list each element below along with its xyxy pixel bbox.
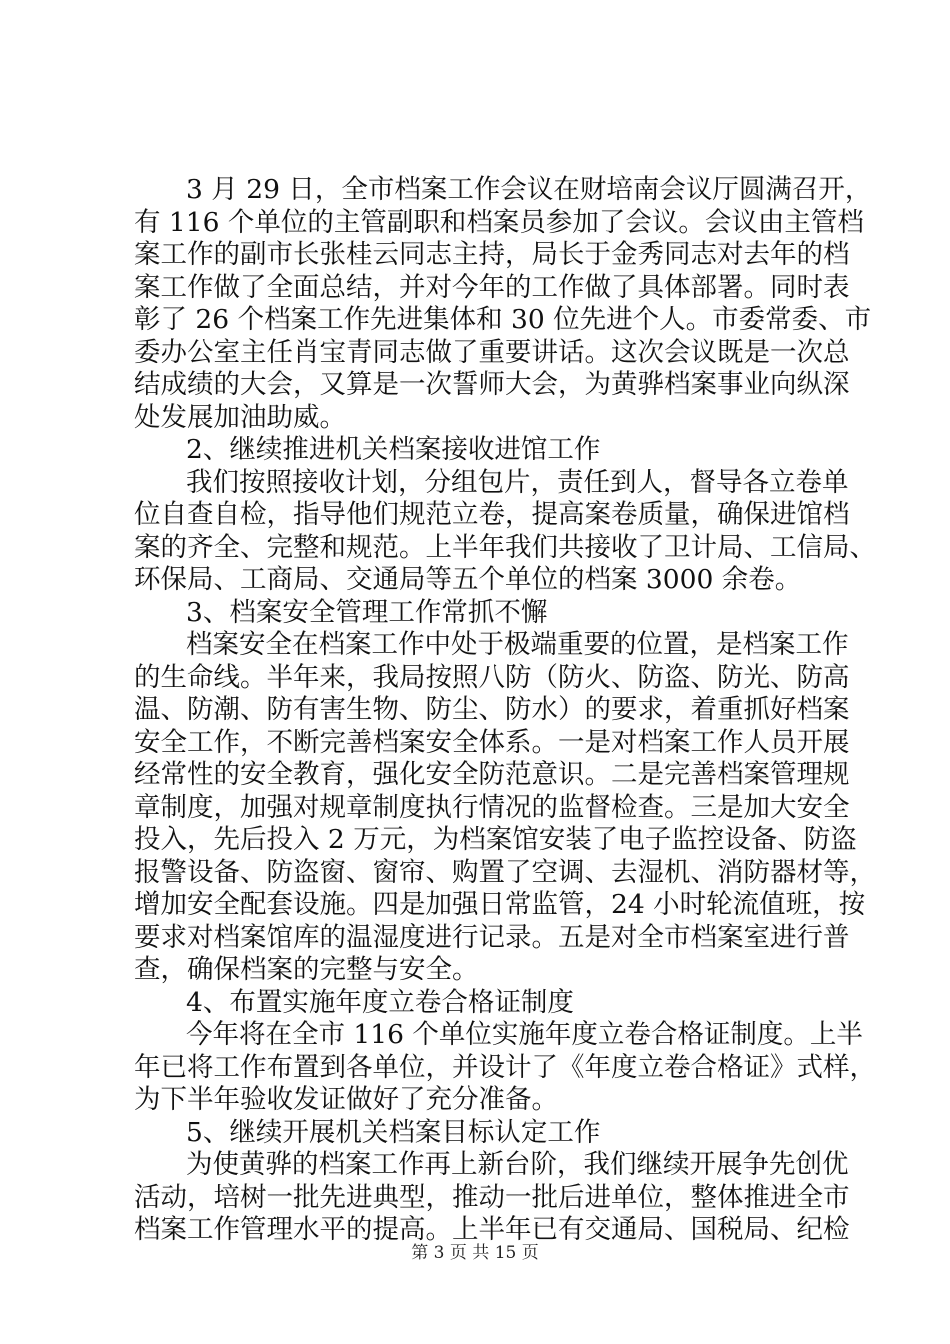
text-line: 档案工作管理水平的提高。上半年已有交通局、国税局、纪检 bbox=[134, 1214, 850, 1245]
text-line: 经常性的安全教育，强化安全防范意识。二是完善档案管理规 bbox=[134, 759, 850, 790]
text-line: 结成绩的大会，又算是一次誓师大会，为黄骅档案事业向纵深 bbox=[134, 369, 850, 400]
text-line: 委办公室主任肖宝青同志做了重要讲话。这次会议既是一次总 bbox=[134, 336, 850, 368]
text-line: 报警设备、防盗窗、窗帘、购置了空调、去湿机、消防器材等， bbox=[134, 856, 876, 888]
text-line: 安全工作，不断完善档案安全体系。一是对档案工作人员开展 bbox=[134, 726, 850, 758]
text-line: 3 月 29 日，全市档案工作会议在财培南会议厅圆满召开， bbox=[186, 174, 872, 205]
text-line: 为使黄骅的档案工作再上新台阶，我们继续开展争先创优 bbox=[186, 1149, 849, 1180]
text-line: 处发展加油助威。 bbox=[134, 401, 346, 433]
text-line: 今年将在全市 116 个单位实施年度立卷合格证制度。上半 bbox=[186, 1019, 863, 1050]
text-line: 案工作做了全面总结，并对今年的工作做了具体部署。同时表 bbox=[134, 271, 850, 303]
text-line: 我们按照接收计划，分组包片，责任到人，督导各立卷单 bbox=[186, 466, 849, 498]
text-line: 3、档案安全管理工作常抓不懈 bbox=[186, 596, 548, 628]
text-line: 年已将工作布置到各单位，并设计了《年度立卷合格证》式样， bbox=[134, 1051, 876, 1083]
page-footer bbox=[0, 1243, 950, 1263]
text-line: 案工作的副市长张桂云同志主持，局长于金秀同志对去年的档 bbox=[134, 239, 850, 270]
text-line: 彰了 26 个档案工作先进集体和 30 位先进个人。市委常委、市 bbox=[134, 304, 872, 335]
text-line: 4、布置实施年度立卷合格证制度 bbox=[186, 986, 574, 1018]
text-line: 活动，培树一批先进典型，推动一批后进单位，整体推进全市 bbox=[134, 1181, 850, 1213]
text-line: 温、防潮、防有害生物、防尘、防水）的要求，着重抓好档案 bbox=[134, 694, 850, 725]
text-line: 案的齐全、完整和规范。上半年我们共接收了卫计局、工信局、 bbox=[134, 531, 876, 563]
text-line: 章制度，加强对规章制度执行情况的监督检查。三是加大安全 bbox=[134, 791, 850, 823]
text-line: 增加安全配套设施。四是加强日常监管，24 小时轮流值班，按 bbox=[134, 889, 866, 920]
text-line: 的生命线。半年来，我局按照八防（防火、防盗、防光、防高 bbox=[134, 661, 850, 693]
text-line: 5、继续开展机关档案目标认定工作 bbox=[186, 1116, 601, 1148]
text-line: 为下半年验收发证做好了充分准备。 bbox=[134, 1084, 558, 1115]
text-line: 2、继续推进机关档案接收进馆工作 bbox=[186, 434, 601, 465]
text-line: 档案安全在档案工作中处于极端重要的位置，是档案工作 bbox=[186, 629, 849, 660]
text-line: 位自查自检，指导他们规范立卷，提高案卷质量，确保进馆档 bbox=[134, 499, 850, 530]
text-line: 投入，先后投入 2 万元，为档案馆安装了电子监控设备、防盗 bbox=[134, 824, 857, 855]
text-line: 有 116 个单位的主管副职和档案员参加了会议。会议由主管档 bbox=[134, 206, 864, 238]
text-line: 要求对档案馆库的温湿度进行记录。五是对全市档案室进行普 bbox=[134, 921, 850, 953]
text-line: 查，确保档案的完整与安全。 bbox=[134, 954, 479, 985]
document-body bbox=[134, 174, 876, 1247]
text-line: 环保局、工商局、交通局等五个单位的档案 3000 余卷。 bbox=[134, 564, 802, 595]
page-number: 第 3 页 共 15 页 bbox=[411, 1243, 539, 1263]
